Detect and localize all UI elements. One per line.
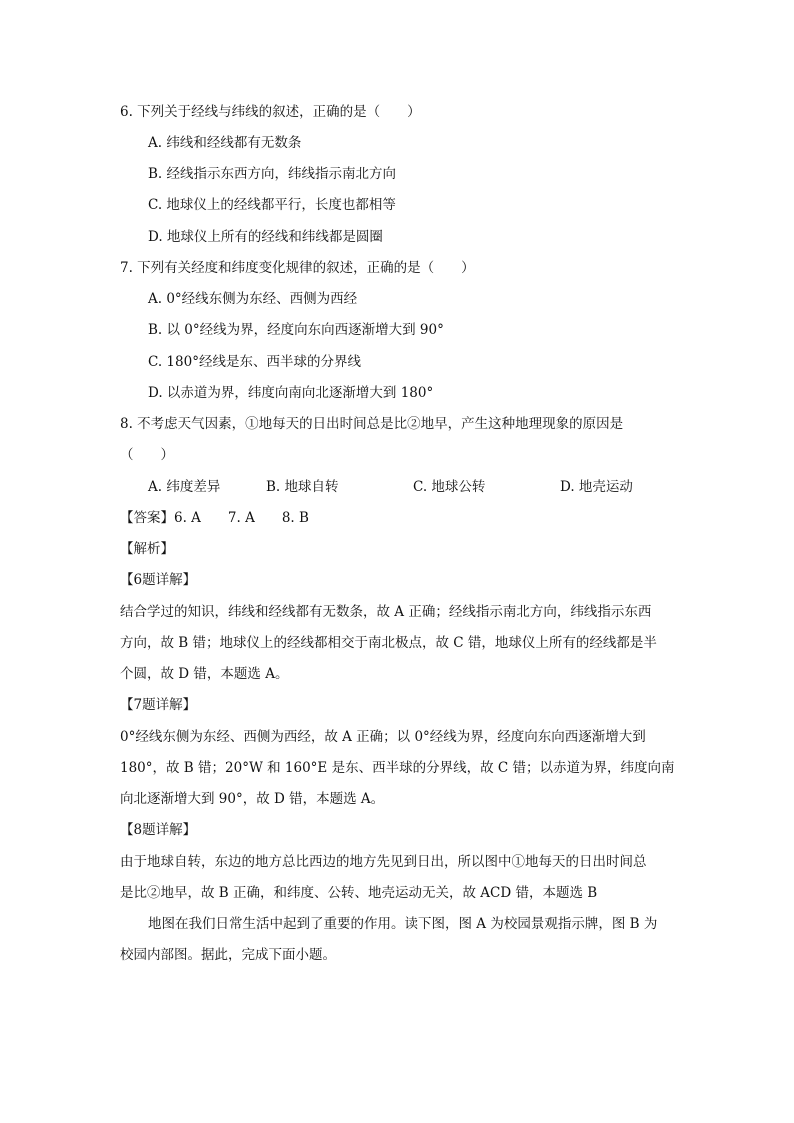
question-7-option-a: A. 0°经线东侧为东经、西侧为西经 <box>148 291 358 307</box>
question-8-option-b: B. 地球自转 <box>266 479 339 495</box>
detail-6-line-2: 方向，故 B 错；地球仪上的经线都相交于南北极点，故 C 错，地球仪上所有的经线都是半 <box>120 635 657 651</box>
question-6-option-a: A. 纬线和经线都有无数条 <box>148 135 302 151</box>
detail-7-line-1: 0°经线东侧为东经、西侧为西经，故 A 正确；以 0°经线为界，经度向东向西逐渐增大到 <box>120 729 646 745</box>
question-7-option-b: B. 以 0°经线为界，经度向东向西逐渐增大到 90° <box>148 322 444 338</box>
detail-7-line-3: 向北逐渐增大到 90°，故 D 错，本题选 A。 <box>120 791 385 807</box>
intro-line-2: 校园内部图。据此，完成下面小题。 <box>120 947 336 963</box>
question-8-stem-continuation: （ ） <box>120 447 174 463</box>
question-8-option-a: A. 纬度差异 <box>148 479 221 495</box>
question-6-option-b: B. 经线指示东西方向，纬线指示南北方向 <box>148 166 397 182</box>
detail-8-line-1: 由于地球自转，东边的地方总比西边的地方先见到日出，所以图中①地每天的日出时间总 <box>120 854 647 870</box>
question-7-stem: 7. 下列有关经度和纬度变化规律的叙述，正确的是（ ） <box>120 260 475 276</box>
question-6-option-d: D. 地球仪上所有的经线和纬线都是圆圈 <box>148 229 383 245</box>
question-6-stem: 6. 下列关于经线与纬线的叙述，正确的是（ ） <box>120 104 421 120</box>
detail-7-line-2: 180°，故 B 错；20°W 和 160°E 是东、西半球的分界线，故 C 错；以赤道为界，纬度向南 <box>120 760 675 776</box>
intro-line-1: 地图在我们日常生活中起到了重要的作用。读下图，图 A 为校园景观指示牌，图 B 为 <box>148 916 658 932</box>
question-8-option-d: D. 地壳运动 <box>560 479 633 495</box>
question-7-option-d: D. 以赤道为界，纬度向南向北逐渐增大到 180° <box>148 385 434 401</box>
detail-6-line-3: 个圆，故 D 错，本题选 A。 <box>120 666 289 682</box>
analysis-label: 【解析】 <box>120 541 174 557</box>
answer-line: 【答案】6. A 7. A 8. B <box>120 510 309 526</box>
detail-8-line-2: 是比②地早，故 B 正确，和纬度、公转、地壳运动无关，故 ACD 错，本题选 B <box>120 885 598 901</box>
question-7-option-c: C. 180°经线是东、西半球的分界线 <box>148 354 361 370</box>
detail-6-line-1: 结合学过的知识，纬线和经线都有无数条，故 A 正确；经线指示南北方向，纬线指示东西 <box>120 604 652 620</box>
detail-6-heading: 【6题详解】 <box>120 572 197 588</box>
detail-8-heading: 【8题详解】 <box>120 822 197 838</box>
question-8-stem: 8. 不考虑天气因素，①地每天的日出时间总是比②地早，产生这种地理现象的原因是 <box>120 416 624 432</box>
question-6-option-c: C. 地球仪上的经线都平行，长度也都相等 <box>148 197 396 213</box>
detail-7-heading: 【7题详解】 <box>120 697 197 713</box>
question-8-option-c: C. 地球公转 <box>413 479 486 495</box>
